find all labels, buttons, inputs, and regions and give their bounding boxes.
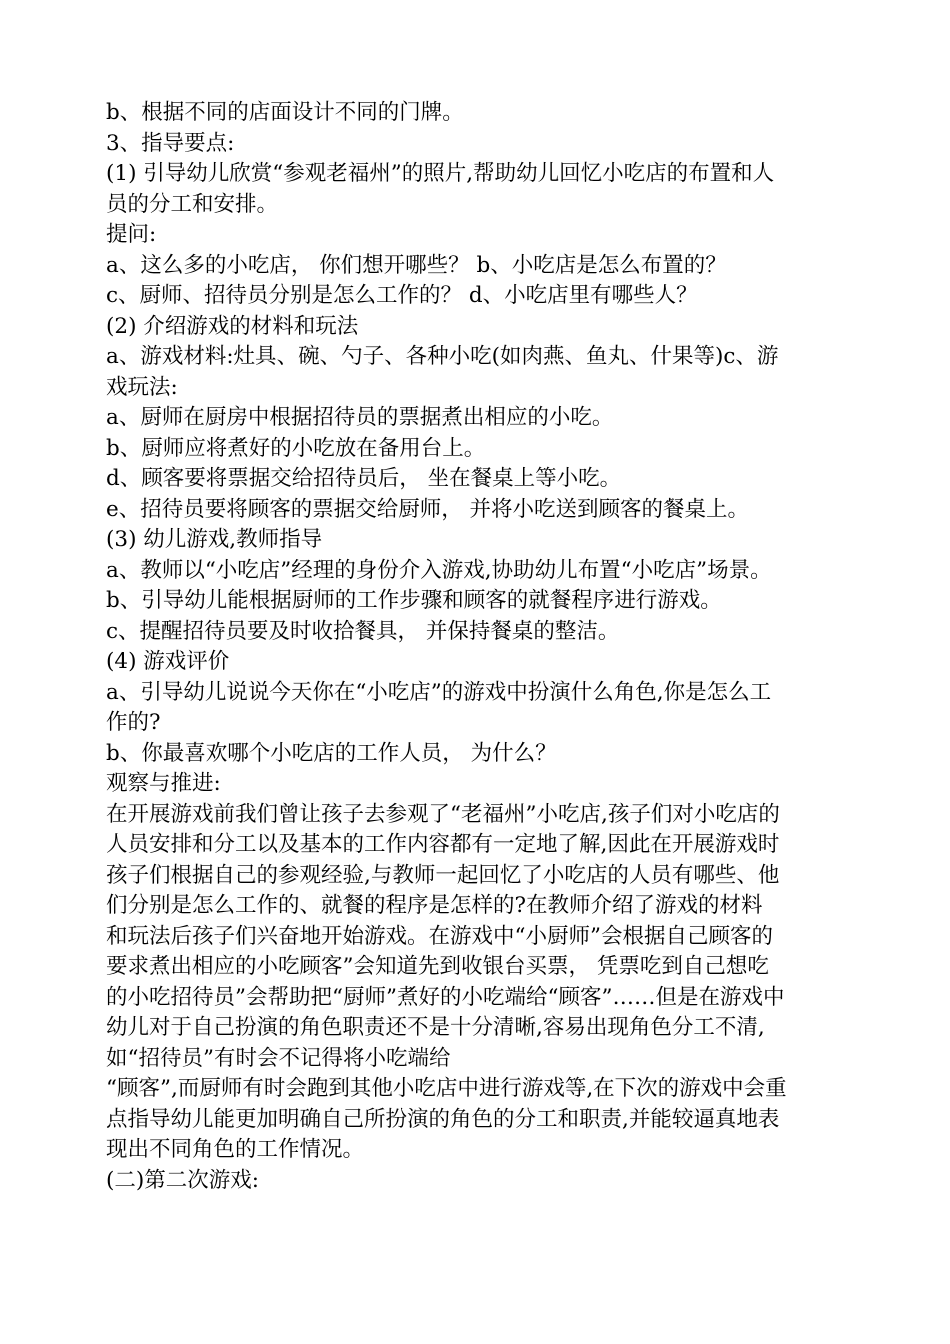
paragraph-line: 人员安排和分工以及基本的工作内容都有一定地了解,因此在开展游戏时 (106, 832, 780, 857)
text-line: (1) 引导幼儿欣赏“参观老福州”的照片,帮助幼儿回忆小吃店的布置和人 (106, 161, 775, 186)
document-page (106, 98, 846, 1196)
section-heading: (二)第二次游戏: (106, 1167, 260, 1193)
text-line: a、引导幼儿说说今天你在“小吃店”的游戏中扮演什么角色,你是怎么工 (106, 679, 772, 705)
text-line: 员的分工和安排。 (106, 191, 279, 217)
text-line: a、厨师在厨房中根据招待员的票据煮出相应的小吃。 (106, 405, 614, 430)
text-line: b、根据不同的店面设计不同的门牌。 (106, 100, 464, 125)
text-line: 戏玩法: (106, 374, 178, 400)
text-line: c、提醒招待员要及时收拾餐具， 并保持餐桌的整洁。 (106, 618, 620, 644)
text-line: d、顾客要将票据交给招待员后， 坐在餐桌上等小吃。 (106, 466, 622, 491)
text-line: e、招待员要将顾客的票据交给厨师， 并将小吃送到顾客的餐桌上。 (106, 496, 750, 522)
subsection-heading: (3) 幼儿游戏,教师指导 (106, 527, 323, 552)
section-heading: 观察与推进: (106, 771, 221, 796)
paragraph-line: 如“招待员”有时会不记得将小吃端给 (106, 1045, 451, 1071)
text-line: 作的? (106, 710, 161, 735)
paragraph-line: 要求煮出相应的小吃顾客”会知道先到收银台买票， 凭票吃到自己想吃 (106, 954, 769, 979)
paragraph-line: 和玩法后孩子们兴奋地开始游戏。在游戏中“小厨师”会根据自己顾客的 (106, 923, 773, 949)
text-line: b、引导幼儿能根据厨师的工作步骤和顾客的就餐程序进行游戏。 (106, 588, 722, 613)
paragraph-line: 们分别是怎么工作的、就餐的程序是怎样的?在教师介绍了游戏的材料 (106, 893, 763, 918)
text-line: a、游戏材料:灶具、碗、勺子、各种小吃(如肉燕、鱼丸、什果等)c、游 (106, 344, 779, 369)
text-line: c、厨师、招待员分别是怎么工作的？ d、小吃店里有哪些人？ (106, 283, 698, 308)
paragraph-line: 在开展游戏前我们曾让孩子去参观了“老福州”小吃店,孩子们对小吃店的 (106, 801, 780, 827)
text-line: b、你最喜欢哪个小吃店的工作人员， 为什么？ (106, 740, 557, 766)
paragraph-line: 孩子们根据自己的参观经验,与教师一起回忆了小吃店的人员有哪些、他 (106, 862, 780, 888)
text-line: 提问: (106, 222, 157, 247)
paragraph-line: “顾客”,而厨师有时会跑到其他小吃店中进行游戏等,在下次的游戏中会重 (106, 1076, 787, 1101)
section-heading: 3、指导要点: (106, 130, 235, 156)
paragraph-line: 点指导幼儿能更加明确自己所扮演的角色的分工和职责,并能较逼真地表 (106, 1106, 780, 1132)
text-line: a、教师以“小吃店”经理的身份介入游戏,协助幼儿布置“小吃店”场景。 (106, 557, 772, 583)
text-line: a、这么多的小吃店， 你们想开哪些？ b、小吃店是怎么布置的？ (106, 252, 727, 278)
subsection-heading: (2) 介绍游戏的材料和玩法 (106, 313, 359, 339)
paragraph-line: 的小吃招待员”会帮助把“厨师”煮好的小吃端给“顾客”……但是在游戏中 (106, 984, 785, 1010)
paragraph-line: 现出不同角色的工作情况。 (106, 1137, 365, 1162)
paragraph-line: 幼儿对于自己扮演的角色职责还不是十分清晰,容易出现角色分工不清, (106, 1015, 765, 1040)
text-line: b、厨师应将煮好的小吃放在备用台上。 (106, 435, 486, 461)
subsection-heading: (4) 游戏评价 (106, 649, 230, 674)
